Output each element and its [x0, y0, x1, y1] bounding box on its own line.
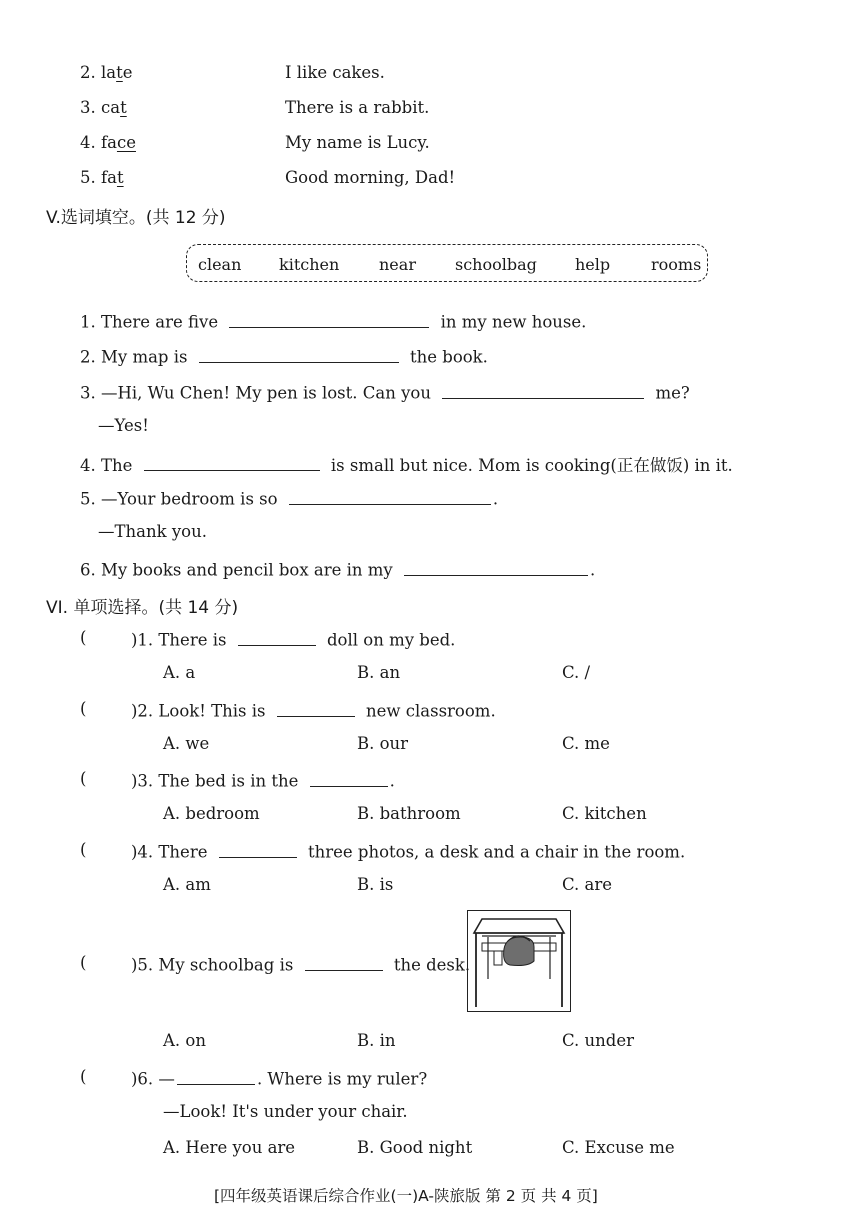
option-a[interactable]: A. am: [163, 875, 211, 894]
option-c[interactable]: C. /: [562, 663, 591, 682]
option-b[interactable]: B. bathroom: [357, 804, 461, 823]
answer-blank[interactable]: [277, 699, 355, 717]
word-part: la: [101, 63, 117, 82]
option-b[interactable]: B. an: [357, 663, 401, 682]
choice-question-6-reply: —Look! It's under your chair.: [163, 1102, 408, 1121]
choice-question-2: [131, 699, 496, 721]
match-item-5: [80, 168, 124, 187]
answer-blank[interactable]: [404, 558, 588, 576]
option-c[interactable]: C. under: [562, 1031, 634, 1050]
word-bank-item: near: [379, 255, 416, 274]
word-bank-item: schoolbag: [455, 255, 537, 274]
word-underlined-part: t: [116, 63, 123, 82]
question-text: )4. There: [131, 842, 208, 862]
option-b[interactable]: B. in: [357, 1031, 396, 1050]
question-text: doll on my bed.: [326, 630, 456, 650]
match-number: 5.: [80, 168, 96, 187]
choice-question-5: [131, 953, 470, 975]
word-part: ca: [101, 98, 121, 117]
word-part: fa: [101, 168, 117, 187]
match-item-4: [80, 133, 136, 152]
fill-question-3: [80, 381, 690, 403]
choice-question-6: [131, 1067, 427, 1089]
word-part: e: [122, 63, 133, 82]
answer-blank[interactable]: [219, 840, 297, 858]
answer-paren[interactable]: (: [80, 953, 87, 972]
answer-blank[interactable]: [238, 628, 316, 646]
word-underlined-part: t: [116, 168, 124, 187]
desk-illustration: [468, 911, 570, 1011]
option-a[interactable]: A. we: [163, 734, 210, 753]
question-text: .: [590, 560, 596, 580]
match-word: [101, 63, 133, 82]
word-bank-item: clean: [198, 255, 242, 274]
word-part: fa: [101, 133, 117, 152]
question-text: )5. My schoolbag is: [131, 955, 294, 975]
question-text: )1. There is: [131, 630, 227, 650]
match-sentence-2: I like cakes.: [285, 63, 385, 82]
fill-question-6: [80, 558, 595, 580]
question-text: . Where is my ruler?: [256, 1069, 428, 1089]
option-c[interactable]: C. are: [562, 875, 613, 894]
page-footer: [四年级英语课后综合作业(一)A-陕旅版 第 2 页 共 4 页]: [214, 1187, 598, 1205]
answer-paren[interactable]: (: [80, 699, 87, 718]
match-word: [101, 168, 124, 187]
question-text: )2. Look! This is: [131, 701, 266, 721]
choice-question-4: [131, 840, 685, 862]
fill-question-4: [80, 452, 733, 476]
question-text: is small but nice. Mom is cooking(正在做饭) in it.: [330, 456, 733, 475]
answer-blank[interactable]: [144, 454, 320, 472]
word-bank: [186, 244, 708, 282]
answer-blank[interactable]: [229, 310, 429, 328]
match-sentence-3: There is a rabbit.: [285, 98, 430, 117]
question-text: 6. My books and pencil box are in my: [80, 560, 393, 580]
match-number: 2.: [80, 63, 96, 82]
question-text: me?: [655, 383, 690, 403]
answer-blank[interactable]: [177, 1067, 255, 1085]
option-a[interactable]: A. Here you are: [163, 1138, 296, 1157]
match-sentence-5: Good morning, Dad!: [285, 168, 456, 187]
answer-blank[interactable]: [310, 769, 388, 787]
option-b[interactable]: B. our: [357, 734, 409, 753]
fill-question-3-reply: —Yes!: [98, 416, 149, 435]
fill-question-1: [80, 310, 586, 332]
word-bank-item: kitchen: [279, 255, 340, 274]
option-a[interactable]: A. a: [163, 663, 196, 682]
fill-question-5: [80, 487, 498, 509]
question-text: )6. —: [131, 1069, 175, 1089]
question-text: 4. The: [80, 456, 133, 475]
question-text: )3. The bed is in the: [131, 771, 299, 791]
question-text: in my new house.: [440, 312, 587, 332]
word-underlined-part: ce: [116, 133, 136, 152]
choice-question-3: [131, 769, 395, 791]
match-item-3: [80, 98, 127, 117]
option-b[interactable]: B. is: [357, 875, 394, 894]
answer-blank[interactable]: [442, 381, 644, 399]
answer-blank[interactable]: [289, 487, 491, 505]
choice-question-1: [131, 628, 455, 650]
section-5-title: V.选词填空。(共 12 分): [46, 208, 226, 228]
question-text: .: [389, 771, 395, 791]
option-c[interactable]: C. me: [562, 734, 610, 753]
option-a[interactable]: A. on: [163, 1031, 206, 1050]
word-underlined-part: t: [120, 98, 127, 117]
fill-question-2: [80, 345, 488, 367]
answer-paren[interactable]: (: [80, 840, 87, 859]
option-c[interactable]: C. Excuse me: [562, 1138, 675, 1157]
option-a[interactable]: A. bedroom: [163, 804, 260, 823]
answer-paren[interactable]: (: [80, 1067, 87, 1086]
answer-blank[interactable]: [305, 953, 383, 971]
question-text: 2. My map is: [80, 347, 188, 367]
question-text: 1. There are five: [80, 312, 219, 332]
answer-paren[interactable]: (: [80, 628, 87, 647]
answer-blank[interactable]: [199, 345, 399, 363]
fill-question-5-reply: —Thank you.: [98, 522, 207, 541]
question-text: the book.: [409, 347, 488, 367]
match-item-2: [80, 63, 133, 82]
question-text: .: [492, 489, 499, 509]
question-text: new classroom.: [366, 701, 496, 721]
section-6-title: VI. 单项选择。(共 14 分): [46, 598, 239, 618]
match-word: [101, 98, 127, 117]
question-text: the desk.: [393, 955, 471, 975]
word-bank-item: help: [575, 255, 611, 274]
question-text: three photos, a desk and a chair in the room.: [307, 842, 686, 862]
match-sentence-4: My name is Lucy.: [285, 133, 430, 152]
option-b[interactable]: B. Good night: [357, 1138, 473, 1157]
question-text: 5. —Your bedroom is so: [80, 489, 278, 509]
match-word: [101, 133, 136, 152]
match-number: 4.: [80, 133, 96, 152]
desk-schoolbag-picture: [467, 910, 571, 1012]
option-c[interactable]: C. kitchen: [562, 804, 647, 823]
question-text: 3. —Hi, Wu Chen! My pen is lost. Can you: [80, 383, 431, 403]
match-number: 3.: [80, 98, 96, 117]
answer-paren[interactable]: (: [80, 769, 87, 788]
word-bank-item: rooms: [651, 255, 702, 274]
